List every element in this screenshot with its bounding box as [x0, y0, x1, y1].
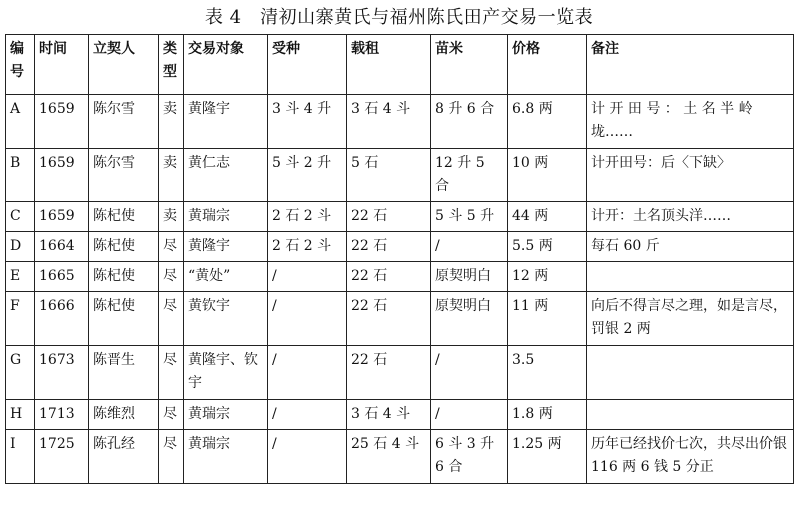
- cell-rent: 22 石: [347, 232, 431, 262]
- cell-price: 1.25 两: [508, 430, 587, 484]
- cell-grain: 5 斗 5 升: [431, 202, 508, 232]
- cell-seed: 2 石 2 斗: [268, 232, 347, 262]
- table-row: [6, 292, 794, 346]
- cell-counterparty: 黄钦宇: [184, 292, 268, 346]
- table-row: [6, 202, 794, 232]
- header-row: [6, 35, 794, 95]
- cell-rent: 22 石: [347, 262, 431, 292]
- cell-contractor: 陈孔经: [89, 430, 159, 484]
- header-cell-type: 类型: [159, 35, 184, 95]
- cell-counterparty: 黄瑞宗: [184, 202, 268, 232]
- cell-price: 3.5: [508, 346, 587, 400]
- cell-contractor: 陈杞使: [89, 262, 159, 292]
- cell-seed: 3 斗 4 升: [268, 95, 347, 149]
- cell-counterparty: 黄瑞宗: [184, 400, 268, 430]
- cell-type: 尽: [159, 346, 184, 400]
- cell-counterparty: 黄隆宇: [184, 95, 268, 149]
- cell-contractor: 陈杞使: [89, 202, 159, 232]
- header-cell-contractor: 立契人: [89, 35, 159, 95]
- cell-notes: 历年已经找价七次，共尽出价银 116 两 6 钱 5 分正: [587, 430, 794, 484]
- cell-time: 1659: [35, 95, 89, 149]
- table-row: [6, 430, 794, 484]
- cell-time: 1666: [35, 292, 89, 346]
- cell-contractor: 陈维烈: [89, 400, 159, 430]
- cell-id: D: [6, 232, 35, 262]
- cell-time: 1659: [35, 202, 89, 232]
- cell-contractor: 陈杞使: [89, 292, 159, 346]
- cell-rent: 22 石: [347, 346, 431, 400]
- cell-price: 6.8 两: [508, 95, 587, 149]
- cell-id: I: [6, 430, 35, 484]
- header-cell-grain: 苗米: [431, 35, 508, 95]
- cell-id: E: [6, 262, 35, 292]
- cell-id: C: [6, 202, 35, 232]
- cell-price: 12 两: [508, 262, 587, 292]
- cell-type: 卖: [159, 95, 184, 149]
- cell-time: 1713: [35, 400, 89, 430]
- table-row: [6, 400, 794, 430]
- cell-seed: /: [268, 262, 347, 292]
- cell-counterparty: 黄瑞宗: [184, 430, 268, 484]
- cell-contractor: 陈杞使: [89, 232, 159, 262]
- cell-type: 尽: [159, 232, 184, 262]
- cell-time: 1725: [35, 430, 89, 484]
- cell-notes: [587, 400, 794, 430]
- header-cell-notes: 备注: [587, 35, 794, 95]
- cell-notes: 计开：土名顶头洋……: [587, 202, 794, 232]
- cell-counterparty: 黄隆宇、钦宇: [184, 346, 268, 400]
- cell-seed: /: [268, 430, 347, 484]
- cell-seed: 5 斗 2 升: [268, 149, 347, 202]
- cell-price: 1.8 两: [508, 400, 587, 430]
- cell-grain: 原契明白: [431, 292, 508, 346]
- cell-id: F: [6, 292, 35, 346]
- cell-seed: 2 石 2 斗: [268, 202, 347, 232]
- cell-seed: /: [268, 400, 347, 430]
- cell-grain: 原契明白: [431, 262, 508, 292]
- cell-price: 10 两: [508, 149, 587, 202]
- land-transaction-table: [5, 34, 794, 484]
- cell-counterparty: “黄处”: [184, 262, 268, 292]
- cell-contractor: 陈晋生: [89, 346, 159, 400]
- cell-type: 尽: [159, 292, 184, 346]
- cell-rent: 25 石 4 斗: [347, 430, 431, 484]
- cell-notes: 计 开 田 号 ： 土 名 半 岭 垅……: [587, 95, 794, 149]
- header-cell-price: 价格: [508, 35, 587, 95]
- cell-time: 1673: [35, 346, 89, 400]
- header-cell-seed: 受种: [268, 35, 347, 95]
- cell-type: 卖: [159, 149, 184, 202]
- cell-rent: 5 石: [347, 149, 431, 202]
- cell-notes: 向后不得言尽之理，如是言尽，罚银 2 两: [587, 292, 794, 346]
- cell-price: 44 两: [508, 202, 587, 232]
- header-cell-id: 编号: [6, 35, 35, 95]
- cell-counterparty: 黄仁志: [184, 149, 268, 202]
- table-title: 表 4 清初山寨黄氏与福州陈氏田产交易一览表: [204, 7, 594, 28]
- cell-grain: 12 升 5 合: [431, 149, 508, 202]
- table-row: [6, 232, 794, 262]
- cell-grain: 8 升 6 合: [431, 95, 508, 149]
- cell-grain: /: [431, 346, 508, 400]
- header-cell-time: 时间: [35, 35, 89, 95]
- cell-type: 尽: [159, 262, 184, 292]
- cell-notes: 每石 60 斤: [587, 232, 794, 262]
- cell-grain: 6 斗 3 升 6 合: [431, 430, 508, 484]
- cell-price: 11 两: [508, 292, 587, 346]
- cell-id: H: [6, 400, 35, 430]
- cell-type: 卖: [159, 202, 184, 232]
- cell-type: 尽: [159, 400, 184, 430]
- cell-rent: 22 石: [347, 292, 431, 346]
- cell-rent: 22 石: [347, 202, 431, 232]
- cell-id: B: [6, 149, 35, 202]
- cell-contractor: 陈尔雪: [89, 95, 159, 149]
- header-cell-rent: 载租: [347, 35, 431, 95]
- cell-seed: /: [268, 346, 347, 400]
- cell-type: 尽: [159, 430, 184, 484]
- cell-notes: [587, 262, 794, 292]
- cell-price: 5.5 两: [508, 232, 587, 262]
- cell-grain: /: [431, 400, 508, 430]
- cell-id: A: [6, 95, 35, 149]
- cell-notes: 计开田号：后〈下缺〉: [587, 149, 794, 202]
- cell-seed: /: [268, 292, 347, 346]
- table-row: [6, 95, 794, 149]
- cell-grain: /: [431, 232, 508, 262]
- cell-id: G: [6, 346, 35, 400]
- header-cell-counterparty: 交易对象: [184, 35, 268, 95]
- cell-contractor: 陈尔雪: [89, 149, 159, 202]
- table-row: [6, 346, 794, 400]
- cell-time: 1665: [35, 262, 89, 292]
- cell-notes: [587, 346, 794, 400]
- cell-time: 1659: [35, 149, 89, 202]
- table-row: [6, 149, 794, 202]
- table-row: [6, 262, 794, 292]
- cell-rent: 3 石 4 斗: [347, 95, 431, 149]
- cell-time: 1664: [35, 232, 89, 262]
- cell-rent: 3 石 4 斗: [347, 400, 431, 430]
- cell-counterparty: 黄隆宇: [184, 232, 268, 262]
